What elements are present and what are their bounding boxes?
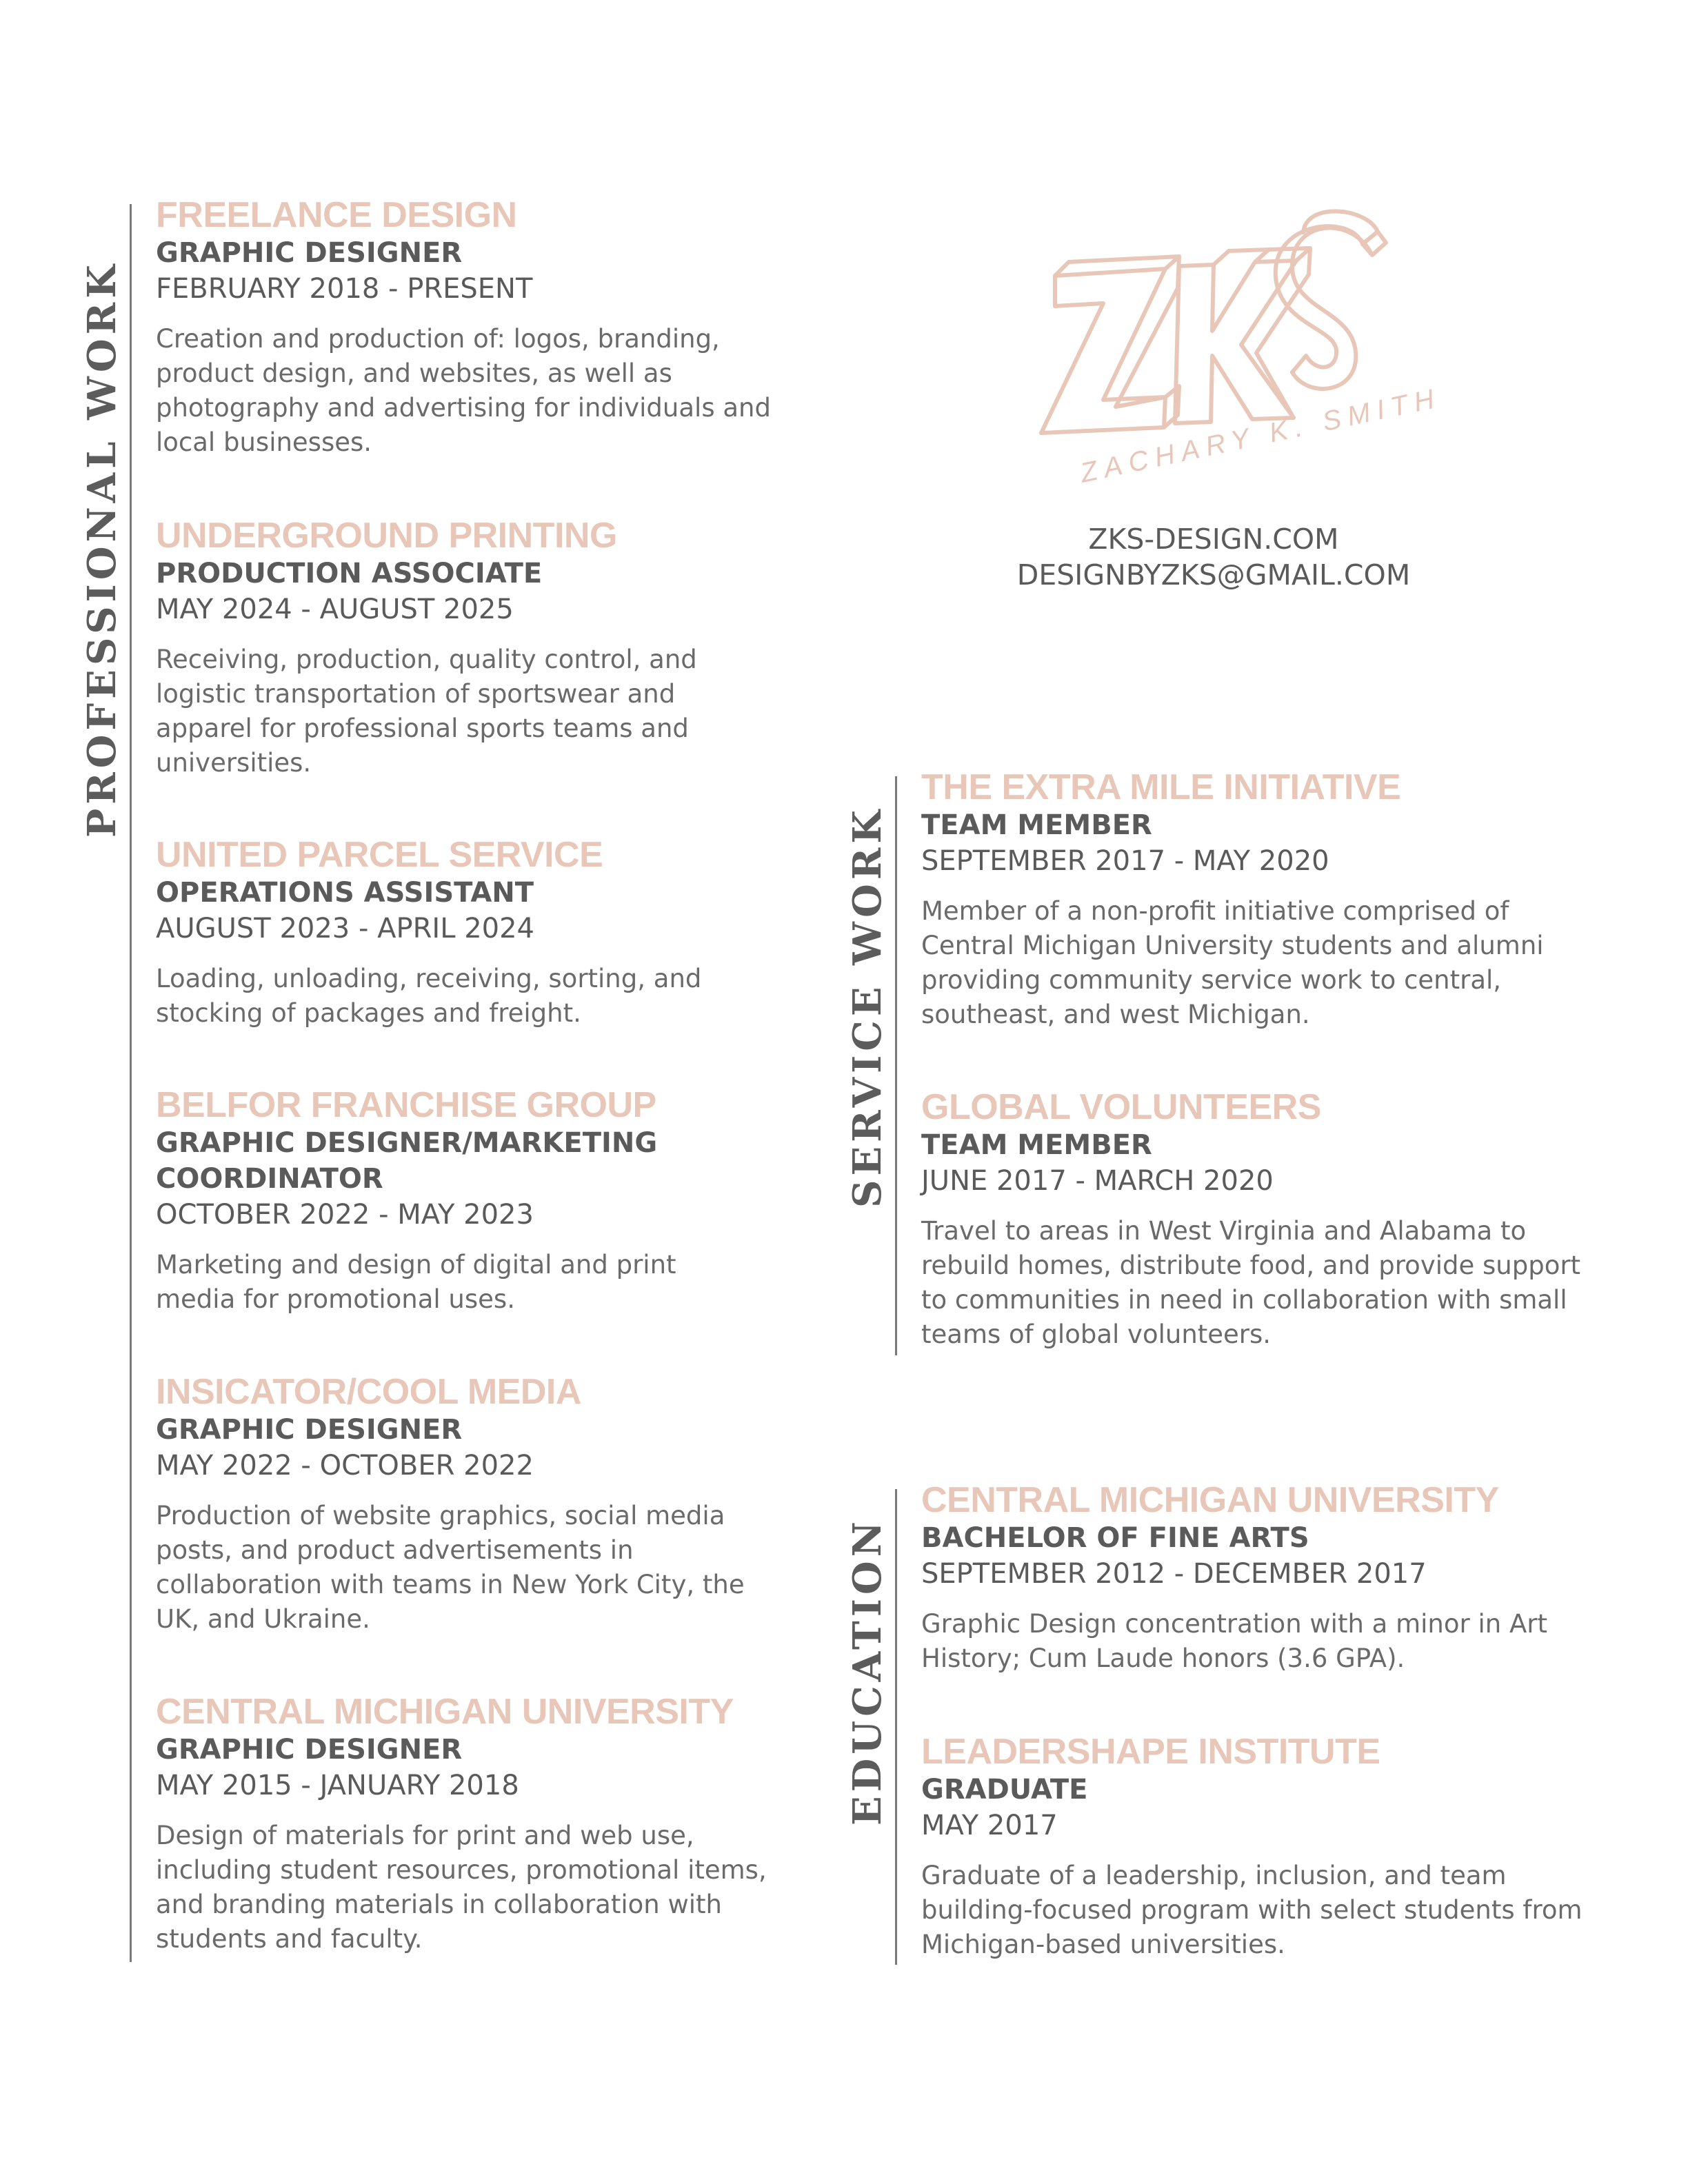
job-description: Production of website graphics, social media posts, and product advertisements in collaboration with teams in New York City, the UK, and Ukraine. xyxy=(156,1501,745,1634)
service-dates: SEPTEMBER 2017 - MAY 2020 xyxy=(921,845,1329,877)
job-description: Creation and production of: logos, branding, product design, and websites, as well as photography and advertising for individuals and local businesses. xyxy=(156,324,771,457)
job-role: GRAPHIC DESIGNER/MARKETING COORDINATOR xyxy=(156,1127,658,1195)
service-organization: GLOBAL VOLUNTEERS xyxy=(921,1087,1321,1127)
job-role: GRAPHIC DESIGNER xyxy=(156,237,463,269)
job-role: OPERATIONS ASSISTANT xyxy=(156,877,534,909)
job-dates: MAY 2022 - OCTOBER 2022 xyxy=(156,1450,534,1482)
website-link[interactable]: ZKS-DESIGN.COM xyxy=(1088,523,1339,556)
education-degree: BACHELOR OF FINE ARTS xyxy=(921,1522,1309,1554)
service-entry xyxy=(921,767,1576,1032)
job-dates: FEBRUARY 2018 - PRESENT xyxy=(156,273,533,305)
job-entry xyxy=(156,1372,776,1637)
job-organization: CENTRAL MICHIGAN UNIVERSITY xyxy=(156,1692,734,1732)
contact-block xyxy=(965,521,1462,593)
education-entry xyxy=(921,1480,1583,1676)
job-dates: MAY 2015 - JANUARY 2018 xyxy=(156,1770,519,1801)
education-entry xyxy=(921,1732,1583,1962)
professional-work-divider xyxy=(130,204,132,1962)
service-organization: THE EXTRA MILE INITIATIVE xyxy=(921,767,1401,807)
job-description: Design of materials for print and web use, including student resources, promotional items, and branding materials in collaboration with students and faculty. xyxy=(156,1821,767,1954)
service-description: Member of a non-profit initiative comprised of Central Michigan University students and alumni providing community service work to central, southeast, and west Michigan. xyxy=(921,896,1544,1029)
job-entry xyxy=(156,835,749,1031)
education-heading: EDUCATION xyxy=(845,1517,890,1826)
email-link[interactable]: DESIGNBYZKS@GMAIL.COM xyxy=(1016,558,1411,592)
job-dates: MAY 2024 - AUGUST 2025 xyxy=(156,594,514,625)
job-description: Receiving, production, quality control, and logistic transportation of sportswear and apparel for professional sports teams and universities. xyxy=(156,645,697,778)
education-description: Graduate of a leadership, inclusion, and team building-focused program with select students from Michigan-based universities. xyxy=(921,1861,1582,1959)
job-role: GRAPHIC DESIGNER xyxy=(156,1734,463,1766)
job-organization: FREELANCE DESIGN xyxy=(156,195,517,235)
job-dates: AUGUST 2023 - APRIL 2024 xyxy=(156,913,534,944)
service-description: Travel to areas in West Virginia and Alabama to rebuild homes, distribute food, and provide support to communities in need in collaboration with small teams of global volunteers. xyxy=(921,1216,1581,1349)
job-organization: INSICATOR/COOL MEDIA xyxy=(156,1372,581,1412)
job-organization: UNDERGROUND PRINTING xyxy=(156,516,617,556)
job-entry xyxy=(156,1085,749,1317)
logo-signature-text: ZACHARY K. SMITH xyxy=(1077,382,1444,489)
job-role: PRODUCTION ASSOCIATE xyxy=(156,558,543,589)
job-description: Loading, unloading, receiving, sorting, and stocking of packages and freight. xyxy=(156,964,702,1028)
job-organization: UNITED PARCEL SERVICE xyxy=(156,835,603,875)
service-work-heading: SERVICE WORK xyxy=(845,806,890,1208)
service-role: TEAM MEMBER xyxy=(921,809,1152,841)
service-role: TEAM MEMBER xyxy=(921,1129,1152,1161)
education-dates: MAY 2017 xyxy=(921,1810,1058,1841)
job-entry xyxy=(156,195,776,460)
job-description: Marketing and design of digital and print media for promotional uses. xyxy=(156,1250,676,1314)
education-institution: LEADERSHAPE INSTITUTE xyxy=(921,1732,1380,1772)
zks-monogram-logo xyxy=(1027,193,1444,496)
job-entry xyxy=(156,1692,804,1957)
education-degree: GRADUATE xyxy=(921,1774,1088,1806)
job-dates: OCTOBER 2022 - MAY 2023 xyxy=(156,1199,534,1231)
job-organization: BELFOR FRANCHISE GROUP xyxy=(156,1085,656,1125)
service-entry xyxy=(921,1087,1583,1352)
service-dates: JUNE 2017 - MARCH 2020 xyxy=(921,1165,1274,1197)
education-divider xyxy=(895,1489,897,1965)
service-work-divider xyxy=(895,776,897,1355)
education-dates: SEPTEMBER 2012 - DECEMBER 2017 xyxy=(921,1558,1427,1590)
job-entry xyxy=(156,516,749,780)
logo xyxy=(1027,193,1444,496)
education-institution: CENTRAL MICHIGAN UNIVERSITY xyxy=(921,1480,1499,1520)
professional-work-heading: PROFESSIONAL WORK xyxy=(79,261,125,838)
education-description: Graphic Design concentration with a minor in Art History; Cum Laude honors (3.6 GPA). xyxy=(921,1609,1547,1673)
job-role: GRAPHIC DESIGNER xyxy=(156,1414,463,1446)
